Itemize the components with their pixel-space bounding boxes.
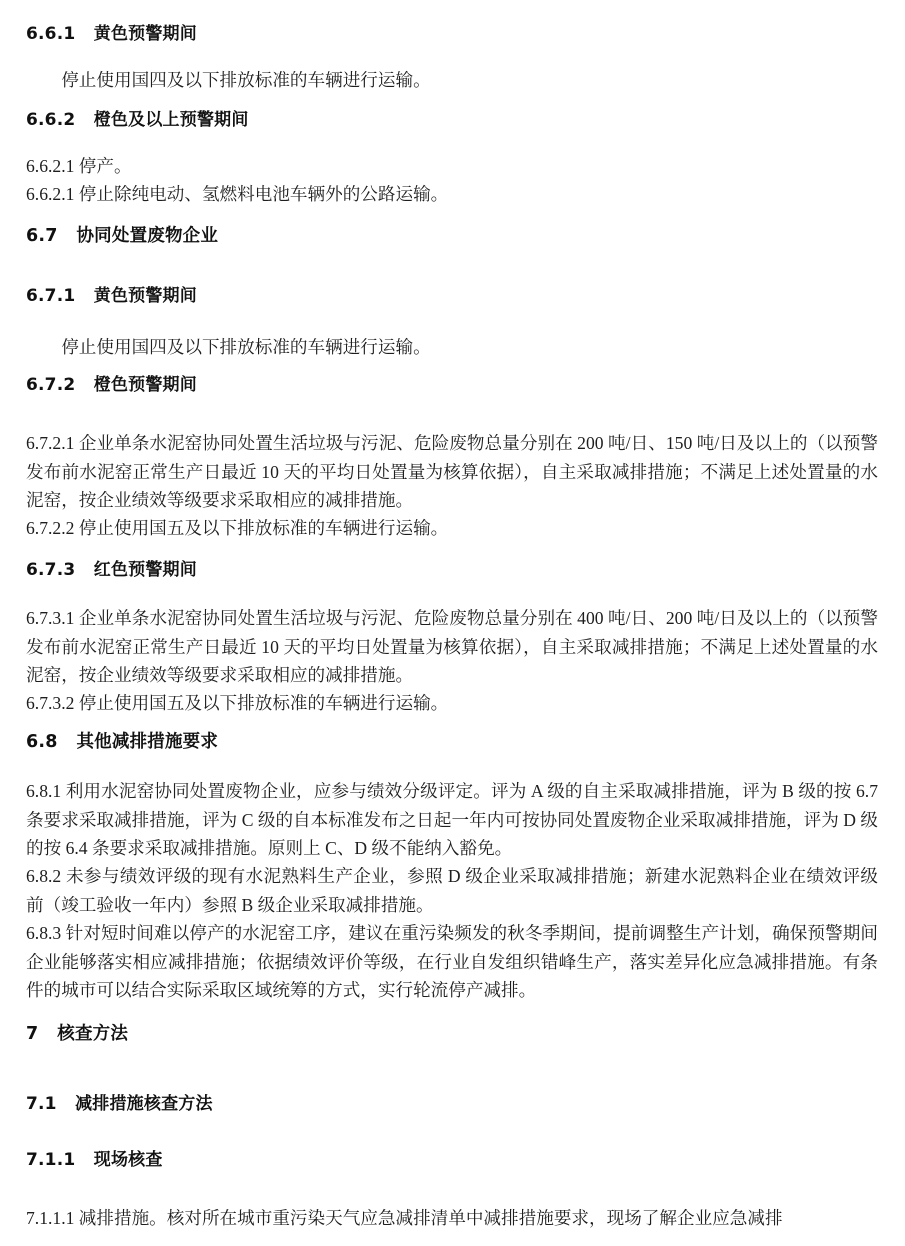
heading-7-1-1: 7.1.1 现场核查 [26, 1150, 163, 1170]
heading-6-6-1: 6.6.1 黄色预警期间 [26, 24, 197, 44]
paragraph-6-7-2-1: 6.7.2.1 企业单条水泥窑协同处置生活垃圾与污泥、危险废物总量分别在 200 吨/日、150 吨/日及以上的（以预警发布前水泥窑正常生产日最近 10 天的平均日处置量为核算依据），自主采取减排措施；不满足上述处置量的水泥窑，按企业绩效等级要求采取相应的减排措施。 [26, 433, 878, 510]
paragraph-6-6-2-1-b: 6.6.2.1 停止除纯电动、氢燃料电池车辆外的公路运输。 [26, 184, 449, 204]
paragraph-6-8-3: 6.8.3 针对短时间难以停产的水泥窑工序，建议在重污染频发的秋冬季期间，提前调整生产计划，确保预警期间企业能够落实相应减排措施；依据绩效评价等级，在行业自发组织错峰生产，落实差异化应急减排措施。有条件的城市可以结合实际采取区域统筹的方式，实行轮流停产减排。 [26, 923, 878, 1000]
heading-6-8: 6.8 其他减排措施要求 [26, 732, 219, 752]
heading-6-6-2: 6.6.2 橙色及以上预警期间 [26, 110, 249, 130]
paragraph-7-1-1-1: 7.1.1.1 减排措施。核对所在城市重污染天气应急减排清单中减排措施要求，现场了解企业应急减排 [26, 1208, 783, 1228]
heading-6-7-3: 6.7.3 红色预警期间 [26, 560, 197, 580]
heading-7: 7 核查方法 [26, 1024, 129, 1044]
paragraph-6-8-1: 6.8.1 利用水泥窑协同处置废物企业，应参与绩效分级评定。评为 A 级的自主采取减排措施，评为 B 级的按 6.7 条要求采取减排措施，评为 C 级的自本标准发布之日起一年内可按协同处置废物企业采取减排措施，评为 D 级的按 6.4 条要求采取减排措施。原则上 C、D 级不能纳入豁免。 [26, 781, 878, 858]
heading-6-7-2: 6.7.2 橙色预警期间 [26, 375, 197, 395]
paragraph-6-7-1: 停止使用国四及以下排放标准的车辆进行运输。 [61, 337, 431, 357]
paragraph-6-7-3-2: 6.7.3.2 停止使用国五及以下排放标准的车辆进行运输。 [26, 693, 449, 713]
paragraph-6-6-1: 停止使用国四及以下排放标准的车辆进行运输。 [61, 70, 431, 90]
heading-6-7: 6.7 协同处置废物企业 [26, 226, 219, 246]
paragraph-6-6-2-1-a: 6.6.2.1 停产。 [26, 156, 132, 176]
paragraph-6-7-2-2: 6.7.2.2 停止使用国五及以下排放标准的车辆进行运输。 [26, 518, 449, 538]
heading-6-7-1: 6.7.1 黄色预警期间 [26, 286, 197, 306]
paragraph-6-7-3-1: 6.7.3.1 企业单条水泥窑协同处置生活垃圾与污泥、危险废物总量分别在 400 吨/日、200 吨/日及以上的（以预警发布前水泥窑正常生产日最近 10 天的平均日处置量为核算依据），自主采取减排措施；不满足上述处置量的水泥窑，按企业绩效等级要求采取相应的减排措施。 [26, 608, 878, 685]
paragraph-6-8-2: 6.8.2 未参与绩效评级的现有水泥熟料生产企业，参照 D 级企业采取减排措施；新建水泥熟料企业在绩效评级前（竣工验收一年内）参照 B 级企业采取减排措施。 [26, 866, 878, 915]
heading-7-1: 7.1 减排措施核查方法 [26, 1094, 213, 1114]
